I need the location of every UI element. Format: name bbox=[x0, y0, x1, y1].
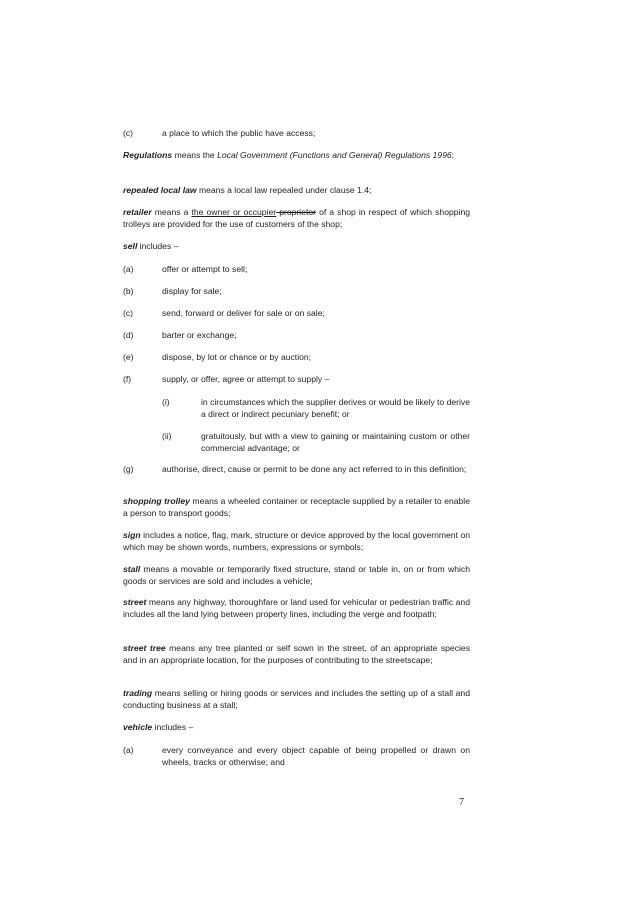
term-trading: trading bbox=[123, 688, 153, 698]
term-stall: stall bbox=[123, 564, 141, 574]
deleted-text: proprietor bbox=[276, 207, 316, 217]
inserted-text: the owner or occupier bbox=[191, 207, 277, 217]
definition-street bbox=[123, 597, 470, 620]
definition-text: includes – bbox=[152, 722, 194, 732]
sell-item-label: (d) bbox=[123, 330, 134, 340]
definition-text: means the bbox=[172, 150, 218, 160]
term-street-tree: street tree bbox=[123, 643, 166, 653]
term-sign: sign bbox=[123, 530, 141, 540]
sell-item-text: offer or attempt to sell; bbox=[162, 264, 248, 274]
definition-text-cont: of a shop in respect of which shopping trolleys are provided for the use of customers of the shop; bbox=[123, 207, 471, 229]
term-repealed-local-law: repealed local law bbox=[123, 185, 197, 195]
definition-text: means a local law repealed under clause 1.4; bbox=[196, 185, 372, 195]
definition-retailer bbox=[123, 207, 470, 230]
term-vehicle: vehicle bbox=[123, 722, 153, 732]
definition-sell bbox=[123, 241, 470, 253]
term-street: street bbox=[123, 597, 147, 607]
definition-text: means a wheeled container or receptacle supplied by a retailer to enable a person to transport goods; bbox=[123, 496, 470, 518]
sell-subitem-text: gratuitously, but with a view to gaining or maintaining custom or other commercial advantage; or bbox=[201, 431, 470, 453]
definition-street-tree bbox=[123, 643, 470, 666]
definition-text: means a bbox=[151, 207, 192, 217]
sell-subitem-label: (ii) bbox=[162, 431, 172, 441]
sell-item-g-label: (g) bbox=[123, 464, 134, 474]
sell-item-text: barter or exchange; bbox=[162, 330, 237, 340]
definition-repealed-local-law bbox=[123, 185, 470, 197]
item-c-label: (c) bbox=[123, 128, 134, 138]
term-regulations: Regulations bbox=[123, 150, 173, 160]
definition-text: means selling or hiring goods or services and includes the setting up of a stall and conducting business at a stall; bbox=[123, 688, 470, 710]
term-retailer: retailer bbox=[123, 207, 152, 217]
definition-text: means a movable or temporarily fixed structure, stand or table in, on or from which goods or services are sold and includes a vehicle; bbox=[123, 564, 470, 586]
definition-text: includes – bbox=[137, 241, 179, 251]
definition-shopping-trolley bbox=[123, 496, 470, 519]
sell-item-text: supply, or offer, agree or attempt to supply – bbox=[162, 374, 330, 384]
sell-subitem-label: (i) bbox=[162, 397, 170, 407]
item-c-text: a place to which the public have access; bbox=[162, 128, 316, 138]
sell-item-label: (a) bbox=[123, 264, 134, 274]
sell-item-text: send, forward or deliver for sale or on sale; bbox=[162, 308, 325, 318]
term-shopping-trolley: shopping trolley bbox=[123, 496, 190, 506]
sell-item-label: (b) bbox=[123, 286, 134, 296]
definition-text: means any highway, thoroughfare or land used for vehicular or pedestrian traffic and includes all the land lying between property lines, including the verge and footpath; bbox=[123, 597, 470, 619]
vehicle-item-text: every conveyance and every object capable of being propelled or drawn on wheels, tracks or otherwise; and bbox=[162, 745, 470, 767]
sell-item-label: (c) bbox=[123, 308, 134, 318]
page-number: 7 bbox=[459, 797, 464, 808]
definition-vehicle bbox=[123, 722, 470, 734]
definition-stall bbox=[123, 564, 470, 587]
definition-text: means any tree planted or self sown in the street, of an appropriate species and in an appropriate location, for the purposes of contributing to the streetscape; bbox=[123, 643, 470, 665]
sell-item-text: display for sale; bbox=[162, 286, 222, 296]
sell-item-label: (e) bbox=[123, 352, 134, 362]
definition-sign bbox=[123, 530, 470, 553]
term-sell: sell bbox=[123, 241, 138, 251]
sell-item-label: (f) bbox=[123, 374, 132, 384]
definition-regulations: Regulations means the Local Government (Functions and General) Regulations 1996; bbox=[123, 150, 455, 160]
definition-trading bbox=[123, 688, 470, 711]
regulations-reference: Local Government (Functions and General) Regulations 1996 bbox=[217, 150, 452, 160]
definition-text: includes a notice, flag, mark, structure or device approved by the local government on which may be shown words, numbers, expressions or symbols; bbox=[123, 530, 470, 552]
sell-subitem-text: in circumstances which the supplier derives or would be likely to derive a direct or indirect pecuniary benefit; or bbox=[201, 397, 470, 419]
sell-item-g-text: authorise, direct, cause or permit to be done any act referred to in this definition; bbox=[162, 464, 467, 474]
sell-item-text: dispose, by lot or chance or by auction; bbox=[162, 352, 312, 362]
vehicle-item-label: (a) bbox=[123, 745, 134, 755]
